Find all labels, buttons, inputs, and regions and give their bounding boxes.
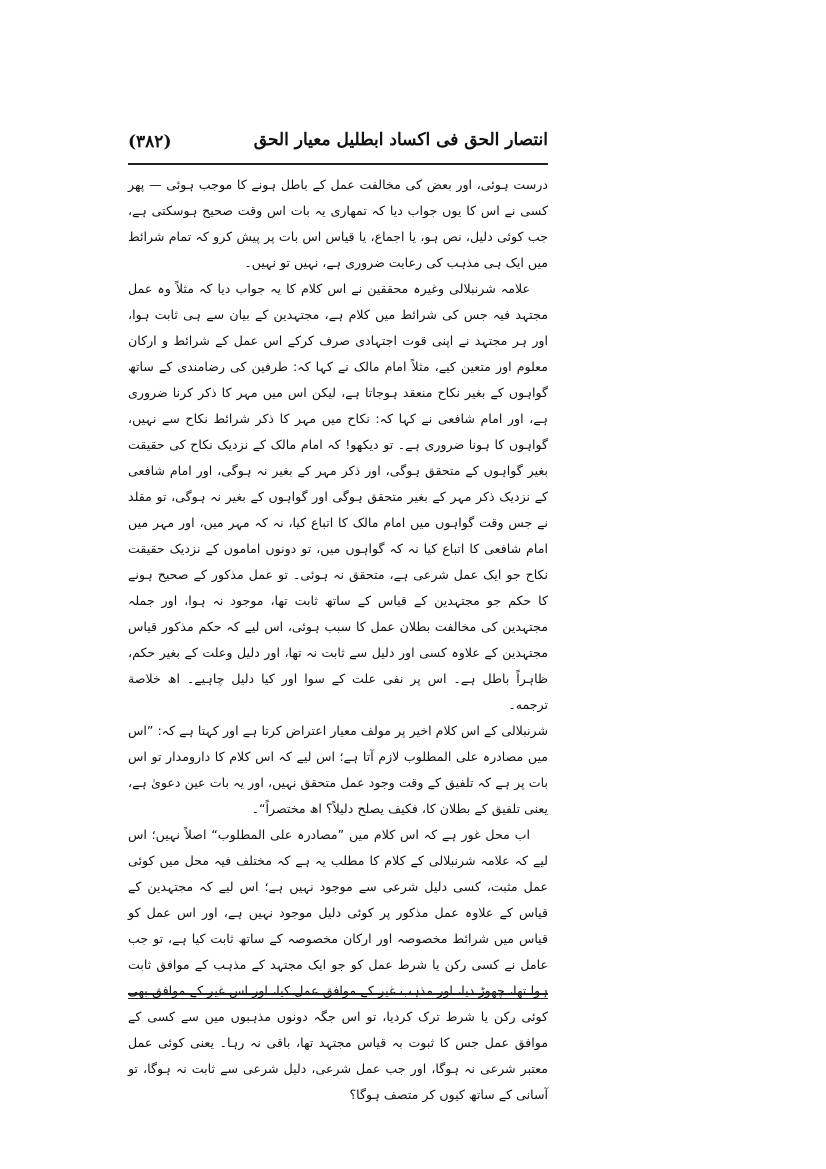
page-number: (۳۸۲) <box>128 132 172 152</box>
footer-rule <box>128 993 548 995</box>
page-header <box>128 130 548 162</box>
body-text <box>128 172 548 1108</box>
paragraph: اب محل غور ہے کہ اس کلام میں ”مصادرہ علی المطلوب“ اصلاً نہیں؛ اس لیے کہ علامہ شرنبلالی کے کلام کا مطلب یہ ہے کہ مختلف فیہ محل میں کوئی عمل مثبت، کسی دلیل شرعی سے موجود نہیں ہے؛ اس لیے کہ مجتہدین کے قیاس کے علاوہ عمل مذکور پر کوئی دلیل موجود نہیں ہے، اور اس عمل کو قیاس میں شرائط مخصوصہ اور ارکان مخصوصہ کے ساتھ ثابت کیا ہے، تو جب عامل نے کسی رکن یا شرط عمل کو جو ایک مجتہد کے مذہب کے موافق ثابت ہوا تھا، چھوڑ دیا، اور مذہب غیر کے موافق عمل کیا، اور اس غیر کے موافق بھی کوئی رکن یا شرط ترک کردیا، تو اس جگہ دونوں مذہبوں میں سے کسی کے موافق عمل جس کا ثبوت بہ قیاس مجتہد تھا، باقی نہ رہا۔ یعنی کوئی عمل معتبر شرعی نہ ہوگا، اور جب عمل شرعی، دلیل شرعی سے ثابت نہ ہوگا، تو آسانی کے ساتھ کیوں کر متصف ہوگا؟ <box>128 827 548 1102</box>
paragraph: درست ہوئی، اور بعض کی مخالفت عمل کے باطل ہونے کا موجب ہوئی — پھر کسی نے اس کا یوں جواب دیا کہ تمھاری یہ بات اس وقت صحیح ہوسکتی ہے، جب کوئی دلیل، نص ہو، یا اجماع، یا قیاس اس بات پر پیش کرو کہ تمام شرائط میں ایک ہی مذہب کی رعایت ضروری ہے، نہیں تو نہیں۔ <box>128 177 548 270</box>
running-title: انتصار الحق فی اکساد ابطلیل معیار الحق <box>253 130 548 150</box>
header-rule <box>128 163 548 165</box>
paragraph: علامہ شرنبلالی وغیرہ محققین نے اس کلام کا یہ جواب دیا کہ مثلاً وہ عمل مجتہد فیہ جس کی شرائط میں کلام ہے، مجتہدین کے بیان سے ہی ثابت ہوا، اور ہر مجتہد نے اپنی قوت اجتہادی صرف کرکے اس عمل کے شرائط و ارکان معلوم اور متعین کیے، مثلاً امام مالک نے کہا کہ: طرفین کی رضامندی کے ساتھ گواہوں کے بغیر نکاح منعقد ہوجاتا ہے، لیکن اس میں مہر کا ذکر کرنا ضروری ہے، اور امام شافعی نے کہا کہ: نکاح میں مہر کا ذکر شرائط نکاح سے نہیں، گواہوں کا ہونا ضروری ہے۔ تو دیکھو! کہ امام مالک کے نزدیک نکاح کی حقیقت بغیر گواہوں کے متحقق ہوگی، اور ذکر مہر کے بغیر نہ ہوگی، اور امام شافعی کے نزدیک ذکر مہر کے بغیر متحقق ہوگی اور گواہوں کے بغیر نہ ہوگی، تو مقلد نے جس وقت گواہوں میں امام مالک کا اتباع کیا، نہ کہ مہر میں، اور مہر میں امام شافعی کا اتباع کیا نہ کہ گواہوں میں، تو دونوں اماموں کے نزدیک حقیقت نکاح جو ایک عمل شرعی ہے، متحقق نہ ہوئی۔ تو عمل مذکور کے صحیح ہونے کا حکم جو مجتہدین کے قیاس کے ساتھ ثابت تھا، موجود نہ ہوا، اور جملہ مجتہدین کی مخالفت بطلان عمل کا سبب ہوئی، اس لیے کہ حکم مذکور قیاس مجتہدین کے علاوہ کسی اور دلیل سے ثابت نہ تھا، اور دلیل وعلت کے بغیر حکم، ظاہراً باطل ہے۔ اس پر نفی علت کے سوا اور کیا دلیل چاہیے۔ اھ خلاصة ترجمه۔ <box>128 281 548 712</box>
footer-rule-thin <box>128 998 548 999</box>
paragraph: شرنبلالی کے اس کلام اخیر پر مولف معیار اعتراض کرتا ہے اور کہتا ہے کہ: ”اس میں مصادرہ علی المطلوب لازم آتا ہے؛ اس لیے کہ اس کلام کا دارومدار تو اس بات پر ہے کہ تلفیق کے وقت وجود عمل متحقق نہیں، اور یہ بات عین دعویٰ ہے، یعنی تلفیق کے بطلان کا، فكيف يصلح دليلاً؟ اھ مختصراً“۔ <box>128 723 548 816</box>
